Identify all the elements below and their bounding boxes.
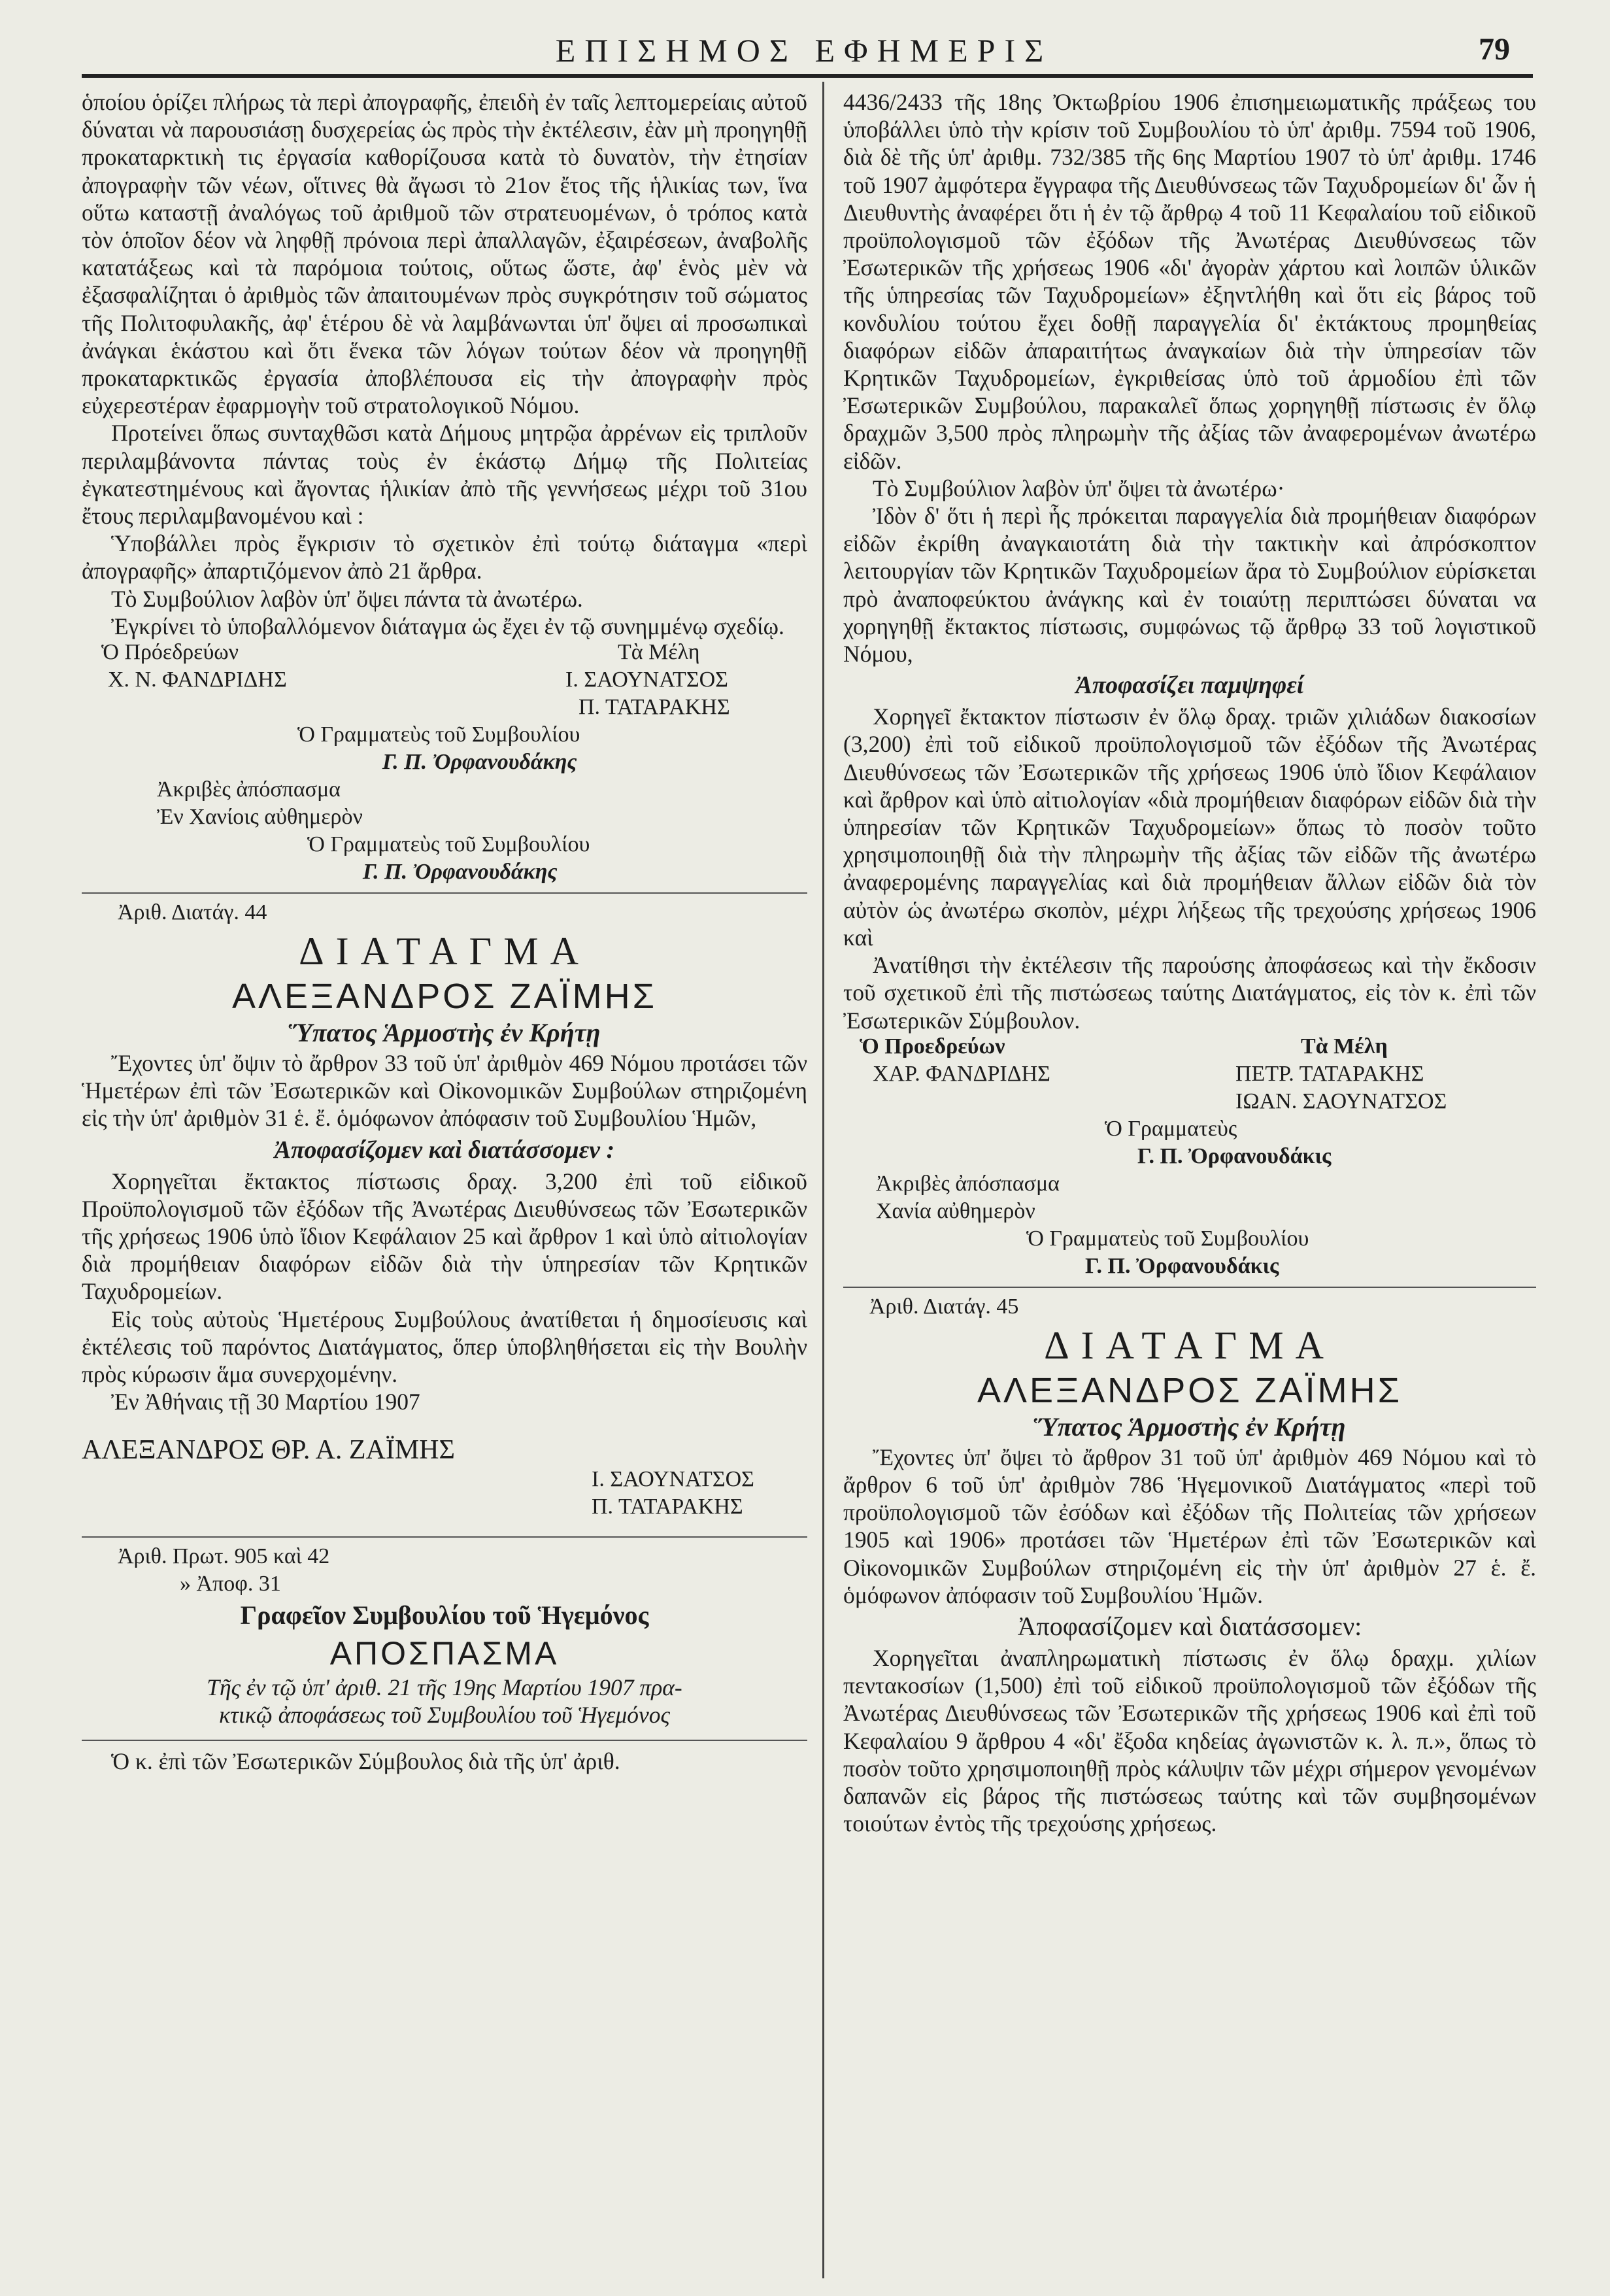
decree-subtitle: Ὕπατος Ἁρμοστὴς ἐν Κρήτῃ [288, 1018, 601, 1048]
right-paragraph: Τὸ Συμβούλιον λαβὸν ὑπ' ὄψει τὰ ἀνωτέρω· [873, 475, 1285, 501]
separator [82, 1740, 807, 1741]
decision-number: » Ἀποφ. 31 [180, 1571, 281, 1596]
decree-subtitle: Ὕπατος Ἁρμοστὴς ἐν Κρήτῃ [1033, 1411, 1346, 1442]
signature-row [843, 1199, 1536, 1226]
president-label: Ὁ Προεδρεύων [860, 1034, 1005, 1058]
signature-row [843, 1226, 1536, 1254]
newspaper-title: ΕΠΙΣΗΜΟΣ ΕΦΗΜΕΡΙΣ [555, 32, 1053, 69]
decree-number: Ἀριθ. Διατάγ. 44 [118, 900, 267, 925]
signature-row [82, 1494, 807, 1522]
extract-subtitle: κτικῷ ἀποφάσεως τοῦ Συμβουλίου τοῦ Ἡγεμόνος [219, 1702, 670, 1728]
decree-heading: Ἀποφασίζομεν καὶ διατάσσομεν : [274, 1136, 615, 1164]
signer-name: ΑΛΕΞΑΝΔΡΟΣ ΘΡ. Α. ΖΑΪΜΗΣ [82, 1434, 455, 1465]
place-date: Ἐν Χανίοις αὐθημερὸν [157, 805, 363, 830]
members-label: Τὰ Μέλη [618, 640, 700, 665]
signature-row [82, 805, 807, 832]
signature-row [82, 1467, 807, 1494]
right-column [843, 88, 1536, 1837]
signature-row [843, 1089, 1536, 1117]
secretary-label: Ὁ Γραμματεὺς [1105, 1116, 1237, 1141]
column-divider [822, 82, 824, 2278]
intro-paragraph: ὁποίου ὁρίζει πλήρως τὰ περὶ ἀπογραφῆς, ἐπειδὴ ἐν ταῖς λεπτομερείαις αὐτοῦ δύναται νὰ παρουσιάσῃ δυσχερείας ὡς πρὸς τὴν ἐκτέλεσιν, ἐὰν μὴ προηγηθῇ προκαταρκτικὴ τις ἐργασία καθορίζουσα κατὰ τὸ δυνατὸν, τὴν ἐτησίαν ἀπογραφὴν τῶν νέων, οἵτινες θὰ ἄγωσι τὸ 21ον ἔτος τῆς ἡλικίας των, ἵνα οὕτω καταστῇ ἀναλόγως τοῦ ἀριθμοῦ τῶν στρατευομένων, ὁ τρόπος κατὰ τὸν ὁποῖον δέον νὰ ληφθῇ πρόνοια περὶ ἀπαλλαγῶν, ἐξαιρέσεων, ἀναβολῆς κατατάξεως καὶ τὰ παρόμοια τούτοις, οὕτως ὥστε, ἀφ' ἑνὸς μὲν νὰ ἐξασφαλίζηται ὁ ἀριθμὸς τῶν ἀπαιτουμένων πρὸς συγκρότησιν τοῦ σώματος τῆς Πολιτοφυλακῆς, ἀφ' ἑτέρου δὲ νὰ λαμβάνωνται ὑπ' ὄψει αἱ προσωπικαὶ ἀνάγκαι ἑκάστου καὶ ὅτι ἕνεκα τῶν λόγων τούτων δέον νὰ προηγηθῇ προκαταρκτικῶς ἐργασία ἀποβλέπουσα εἰς τὴν ἀπογραφὴν πρὸς εὐχερεστέραν ἐφαρμογὴν τοῦ στρατολογικοῦ Νόμου. [82, 89, 807, 419]
signature-row [843, 1117, 1536, 1144]
secretary-label: Ὁ Γραμματεὺς τοῦ Συμβουλίου [297, 722, 580, 747]
page-number: 79 [1479, 32, 1510, 67]
signature-row [82, 722, 807, 750]
page-header [85, 31, 1523, 71]
office-title: Γραφεῖον Συμβουλίου τοῦ Ἡγεμόνος [240, 1600, 649, 1630]
place-date: Χανία αὐθημερὸν [876, 1198, 1035, 1223]
left-column [82, 88, 807, 1775]
decree-date: Ἐν Ἀθήναις τῇ 30 Μαρτίου 1907 [111, 1389, 420, 1415]
propose-paragraph: Προτείνει ὅπως συνταχθῶσι κατὰ Δήμους μητρῷα ἀρρένων εἰς τριπλοῦν περιλαμβάνοντα πάντας τοὺς ἐν ἑκάστῳ Δήμῳ τῆς Πολιτείας ἐγκατεστημένους καὶ ἄγοντας ἡλικίαν ἀπὸ τῆς γεννήσεως μέχρι τοῦ 31ου ἔτους περιλαμβανομένου καὶ : [82, 420, 807, 530]
exact-copy-label: Ἀκριβὲς ἀπόσπασμα [876, 1171, 1060, 1196]
member-name: Ι. ΣΑΟΥΝΑΤΣΟΣ [565, 667, 728, 692]
president-label: Ὁ Πρόεδρεύων [101, 640, 239, 665]
separator [82, 892, 807, 894]
right-paragraph: 4436/2433 τῆς 18ης Ὀκτωβρίου 1906 ἐπισημειωματικῆς πράξεως του ὑποβάλλει ὑπὸ τὴν κρίσιν τοῦ Συμβουλίου τὸ ὑπ' ἀριθμ. 7594 τοῦ 1906, διὰ δὲ τῆς ὑπ' ἀριθμ. 732/385 τῆς 6ης Μαρτίου 1907 τὸ ὑπ' ἀριθμ. 1746 τοῦ 1907 ἀμφότερα ἔγγραφα τῆς Διευθύνσεως τῶν Ταχυδρομείων δι' ὧν ἡ Διευθυντὴς ἀναφέρει ὅτι ἡ ἐν τῷ ἄρθρῳ 4 τοῦ 11 Κεφαλαίου τοῦ εἰδικοῦ προϋπολογισμοῦ τῶν ἐξόδων τῆς Ἀνωτέρας Διευθύνσεως τῶν Ἐσωτερικῶν τῆς χρήσεως 1906 «δι' ἀγορὰν χάρτου καὶ λοιπῶν ὑλικῶν τῆς ὑπηρεσίας τῶν Ταχυδρομείων» ἐξηντλήθη καὶ ὅτι εἰς βάρος τοῦ κονδυλίου τούτου ἔχει δοθῇ παραγγελία δι' ἐκτάκτους προμηθείας διαφόρων εἰδῶν ἀπαραιτήτως ἀναγκαίων διὰ τὴν ὑπηρεσίαν τῶν Κρητικῶν Ταχυδρομείων, ἐγκριθείσας ὑπὸ τοῦ ἁρμοδίου ἐπὶ τῶν Ἐσωτερικῶν Συμβούλου, παρακαλεῖ ὅπως χορηγηθῇ πίστωσις ἐν ὅλῳ δραχμῶν 3,500 πρὸς πληρωμὴν τῆς ἀξίας τῶν ἀναφερομένων ἀνωτέρω εἰδῶν. [843, 89, 1536, 474]
right-paragraph: Ἰδὸν δ' ὅτι ἡ περὶ ἧς πρόκειται παραγγελία διὰ προμήθειαν διαφόρων εἰδῶν ἐκρίθη ἀναγκαιοτάτη διὰ τὴν τακτικὴν καὶ ἀπρόσκοπτον λειτουργίαν τῶν Κρητικῶν Ταχυδρομείων ἄρα τὸ Συμβούλιον εὑρίσκεται πρὸ ἀναποφεύκτου ἀνάγκης καὶ ἐν τοιαύτῃ περιπτώσει δύναται να χορηγηθῇ ἔκτακτος πίστωσις, συμφώνως τῷ ἄρθρῳ 33 τοῦ λογιστικοῦ Νόμου, [843, 503, 1536, 667]
separator [82, 1536, 807, 1538]
member-name: ΠΕΤΡ. ΤΑΤΑΡΑΚΗΣ [1235, 1061, 1424, 1086]
president-name: ΧΑΡ. ΦΑΝΔΡΙΔΗΣ [873, 1061, 1050, 1086]
secretary-name: Γ. Π. Ὀρφανουδάκις [1085, 1253, 1279, 1278]
submit-paragraph: Ὑποβάλλει πρὸς ἔγκρισιν τὸ σχετικὸν ἐπὶ τούτῳ διάταγμα «περὶ ἀπογραφῆς» ἀπαρτιζόμενον ἀπὸ 21 ἄρθρα. [82, 530, 807, 584]
signature-row [82, 860, 807, 887]
signature-row [843, 1062, 1536, 1089]
member-name: Π. ΤΑΤΑΡΑΚΗΣ [592, 1494, 743, 1519]
signature-row [82, 750, 807, 777]
secretary-label: Ὁ Γραμματεὺς τοῦ Συμβουλίου [1026, 1226, 1309, 1251]
decision-heading: Ἀποφασίζει παμψηφεί [1075, 671, 1304, 700]
signature-row [843, 1254, 1536, 1281]
decree-title: ΔΙΑΤΑΓΜΑ [1044, 1323, 1335, 1367]
extract-subtitle: Τῆς ἐν τῷ ὑπ' ἀριθ. 21 τῆς 19ης Μαρτίου 1907 πρα- [207, 1674, 682, 1700]
exact-copy-label: Ἀκριβὲς ἀπόσπασμα [157, 777, 341, 802]
right-paragraph: Χορηγεῖ ἔκτακτον πίστωσιν ἐν ὅλῳ δραχ. τριῶν χιλιάδων διακοσίων (3,200) ἐπὶ τοῦ εἰδικοῦ προϋπολογισμοῦ τῶν ἐξόδων τῆς Ἀνωτέρας Διευθύνσεως τῶν Ἐσωτερικῶν τῆς χρήσεως 1906 ὑπὸ ἴδιον Κεφάλαιον καὶ ἄρθρον καὶ ὑπὸ αἰτιολογίαν «διὰ προμήθειαν διαφόρων εἰδῶν διὰ τὴν ὑπηρεσίαν τῶν Κρητικῶν Ταχυδρομείων» ὅπως τὸ ποσὸν τοῦτο χρησιμοποιηθῇ διὰ τὴν πληρωμὴν τῆς ἀξίας τῶν εἰδῶν τῆς ἀνωτέρω ἀναφερομένης παραγγελίας καὶ διὰ προμήθειαν ἄλλων εἰδῶν διὰ τὸν αὐτὸν ὡς ἀνωτέρω σκοπὸν, μέχρι λήξεως τῆς τρεχούσης χρήσεως 1906 καὶ [843, 703, 1536, 951]
secretary-name: Γ. Π. Ὀρφανουδάκης [363, 860, 558, 885]
secretary-label: Ὁ Γραμματεὺς τοῦ Συμβουλίου [307, 832, 590, 857]
decree-name: ΑΛΕΞΑΝΔΡΟΣ ΖΑΪΜΗΣ [231, 977, 658, 1017]
signature-labels [82, 640, 807, 667]
member-name: ΙΩΑΝ. ΣΑΟΥΝΑΤΣΟΣ [1235, 1089, 1447, 1113]
decree-preamble: Ἔχοντες ὑπ' ὄψει τὸ ἄρθρον 31 τοῦ ὑπ' ἀριθμὸν 469 Νόμου καὶ τὸ ἄρθρον 6 τοῦ ὑπ' ἀριθμὸν 786 Ἡγεμονικοῦ Διατάγματος «περὶ τοῦ προϋπολογισμοῦ τῶν ἐσόδων καὶ ἐξόδων τῆς Πολιτείας τῶν χρήσεων 1905 καὶ 1906» προτάσει τῶν Ἡμετέρων ἐπὶ τῶν Ἐσωτερικῶν καὶ Οἰκονομικῶν Συμβούλων στηριζομένη εἰς τὴν ὑπ' ἀριθμὸν 27 ἑ. ἔ. ὁμόφωνον ἀπόφασιν τοῦ Συμβουλίου Ἡμῶν. [843, 1443, 1536, 1608]
decree-number: Ἀριθ. Διατάγ. 45 [869, 1294, 1019, 1319]
signature-row [843, 1144, 1536, 1172]
decree-body: Χορηγεῖται ἀναπληρωματικὴ πίστωσις ἐν ὅλῳ δραχμ. χιλίων πεντακοσίων (1,500) ἐπὶ τοῦ εἰδικοῦ προϋπολογισμοῦ τῶν ἐξόδων τῆς Ἀνωτέρας Διευθύνσεως τῶν Ἐσωτερικῶν τῆς χρήσεως 1906 καὶ ἐπὶ τοῦ Κεφαλαίου 9 ἄρθρου 4 «δι' ἔξοδα κηδείας ἀγωνιστῶν κ. λ. π.», ὅπως τὸ ποσὸν τοῦτο χρησιμοποιηθῇ πρὸς κάλυψιν τῶν μέχρι σήμερον γενομένων δαπανῶν εἰς βάρος τῆς πιστώσεως ταύτης καὶ τῶν συμβησομένων τοιούτων ἐντὸς τῆς τρεχούσης χρήσεως. [843, 1644, 1536, 1837]
last-line: Ὁ κ. ἐπὶ τῶν Ἐσωτερικῶν Σύμβουλος διὰ τῆς ὑπ' ἀριθ. [111, 1747, 620, 1774]
separator [843, 1287, 1536, 1288]
member-name: Π. ΤΑΤΑΡΑΚΗΣ [579, 695, 730, 720]
president-name: Χ. Ν. ΦΑΝΔΡΙΔΗΣ [108, 667, 287, 692]
signature-names [82, 667, 807, 695]
member-name: Ι. ΣΑΟΥΝΑΤΣΟΣ [592, 1466, 754, 1491]
signature-row [843, 1034, 1536, 1062]
signature-row [843, 1172, 1536, 1199]
signature-row [82, 832, 807, 860]
header-rule [82, 74, 1533, 78]
approve-paragraph: Ἐγκρίνει τὸ ὑποβαλλόμενον διάταγμα ὡς ἔχει ἐν τῷ συνημμένῳ σχεδίῳ. [111, 613, 784, 639]
decree-body: Χορηγεῖται ἔκτακτος πίστωσις δραχ. 3,200 ἐπὶ τοῦ εἰδικοῦ Προϋπολογισμοῦ τῶν ἐξόδων τῆς Ἀνωτέρας Διευθύνσεως τῶν Ἐσωτερικῶν τῆς χρήσεως 1906 ὑπὸ ἴδιον Κεφάλαιον 25 καὶ ἄρθρον 1 καὶ ὑπὸ αἰτιολογίαν διὰ προμήθειαν διαφόρων εἰδῶν διὰ τὴν ὑπηρεσίαν τῶν Κρητικῶν Ταχυδρομείων. [82, 1168, 807, 1305]
decree-preamble: Ἔχοντες ὑπ' ὄψιν τὸ ἄρθρον 33 τοῦ ὑπ' ἀριθμὸν 469 Νόμου προτάσει τῶν Ἡμετέρων ἐπὶ τῶν Ἐσωτερικῶν καὶ Οἰκονομικῶν Συμβούλων στηριζομένη εἰς τὴν ὑπ' ἀριθμὸν 31 ἑ. ἔ. ὁμόφωνον ἀπόφασιν τοῦ Συμβουλίου Ἡμῶν, [82, 1050, 807, 1132]
secretary-name: Γ. Π. Ὀρφανουδάκης [382, 750, 577, 775]
decree-heading: Ἀποφασίζομεν καὶ διατάσσομεν: [1017, 1611, 1362, 1641]
council-line: Τὸ Συμβούλιον λαβὸν ὑπ' ὄψει πάντα τὰ ἀνωτέρω. [111, 585, 583, 612]
decree-body: Εἰς τοὺς αὐτοὺς Ἡμετέρους Συμβούλους ἀνατίθεται ἡ δημοσίευσις καὶ ἐκτέλεσις τοῦ παρόντος Διατάγματος, ὅπερ ὑποβληθήσεται εἰς τὴν Βουλὴν πρὸς κύρωσιν ἅμα συνερχομένην. [82, 1306, 807, 1388]
protocol-number: Ἀριθ. Πρωτ. 905 καὶ 42 [118, 1544, 330, 1568]
secretary-name: Γ. Π. Ὀρφανουδάκις [1137, 1143, 1332, 1168]
members-label: Τὰ Μέλη [1301, 1034, 1388, 1058]
signature-row [82, 777, 807, 805]
decree-name: ΑΛΕΞΑΝΔΡΟΣ ΖΑΪΜΗΣ [977, 1370, 1403, 1410]
right-paragraph: Ἀνατίθησι τὴν ἐκτέλεσιν τῆς παρούσης ἀποφάσεως καὶ τὴν ἔκδοσιν τοῦ σχετικοῦ ἐπὶ τῆς πιστώσεως ταύτης Διατάγματος, εἰς τὸν κ. ἐπὶ τῶν Ἐσωτερικῶν Σύμβουλον. [843, 952, 1536, 1034]
signature-row [82, 695, 807, 722]
extract-title: ΑΠΟΣΠΑΣΜΑ [329, 1634, 560, 1672]
decree-title: ΔΙΑΤΑΓΜΑ [299, 930, 590, 973]
